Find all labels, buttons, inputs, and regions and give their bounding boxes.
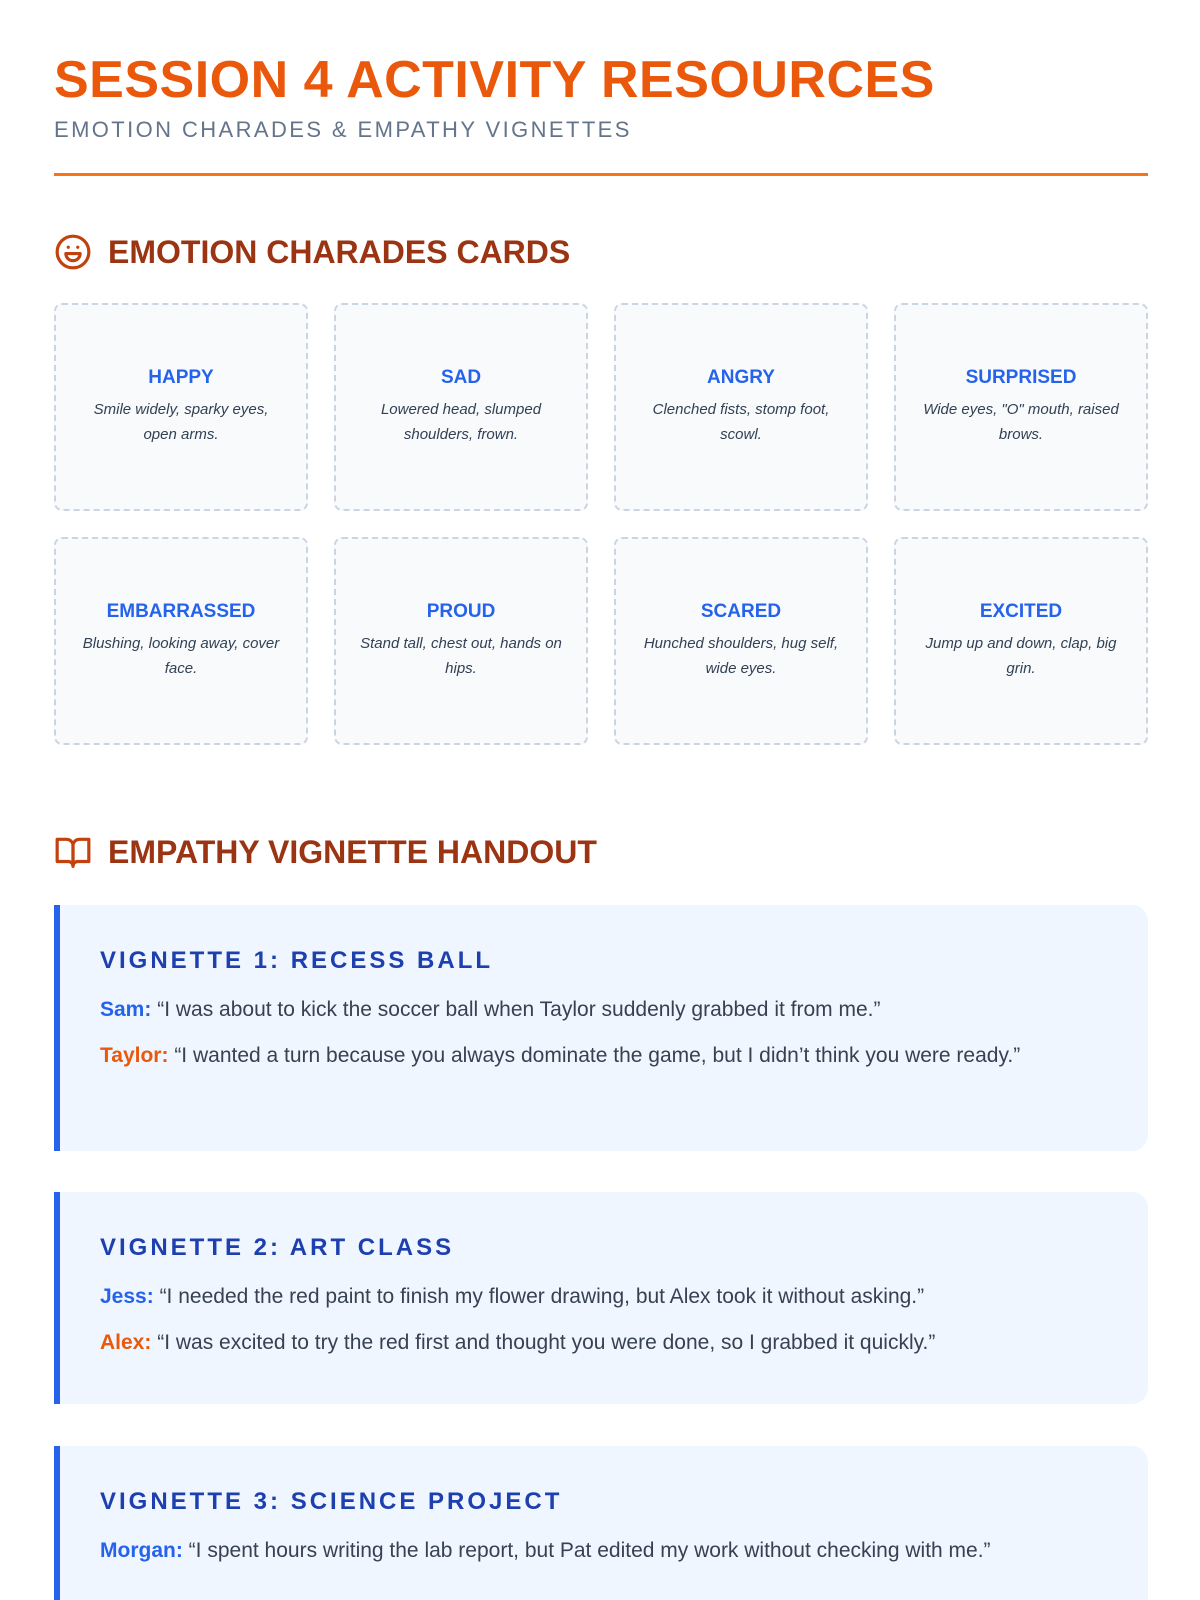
card-description: Clenched fists, stomp foot, scowl. (652, 401, 830, 443)
card-title: SURPRISED (965, 367, 1077, 388)
vignettes-section-heading (54, 832, 597, 872)
speaker-name: Morgan: (100, 1539, 183, 1562)
dialogue-text: “I was excited to try the red first and thought you were done, so I grabbed it quickly.” (157, 1331, 936, 1354)
charade-card-proud (334, 537, 588, 745)
dialogue-text: “I needed the red paint to finish my flower drawing, but Alex took it without asking.” (159, 1285, 925, 1308)
card-title: SAD (440, 367, 482, 388)
vignette-card (54, 905, 1148, 1151)
card-title: ANGRY (707, 367, 775, 388)
card-description: Stand tall, chest out, hands on hips. (360, 635, 562, 677)
charades-card-grid (54, 303, 1148, 751)
charade-card-sad (334, 303, 588, 511)
dialogue-line (100, 1534, 1108, 1568)
vignettes-section-title: EMPATHY VIGNETTE HANDOUT (108, 833, 597, 870)
card-title: EMBARRASSED (106, 601, 256, 622)
card-description: Smile widely, sparky eyes, open arms. (93, 401, 269, 443)
card-title: EXCITED (979, 601, 1063, 622)
dialogue-text: “I spent hours writing the lab report, but Pat edited my work without checking with me.” (188, 1539, 991, 1562)
card-title: SCARED (700, 601, 782, 622)
card-description: Hunched shoulders, hug self, wide eyes. (643, 635, 839, 677)
page-title: SESSION 4 ACTIVITY RESOURCES (54, 51, 935, 109)
dialogue-line (100, 1280, 1108, 1314)
charades-section-heading (54, 232, 570, 272)
card-title: PROUD (426, 601, 496, 622)
vignette-card (54, 1192, 1148, 1404)
charade-card-happy (54, 303, 308, 511)
card-title: HAPPY (148, 367, 214, 388)
charade-card-angry (614, 303, 868, 511)
speaker-name: Taylor: (100, 1044, 169, 1067)
charade-card-embarrassed (54, 537, 308, 745)
vignette-card (54, 1446, 1148, 1600)
dialogue-line (100, 993, 1108, 1027)
dialogue-text: “I was about to kick the soccer ball when Taylor suddenly grabbed it from me.” (157, 998, 881, 1021)
speaker-name: Jess: (100, 1285, 154, 1308)
speaker-name: Sam: (100, 998, 152, 1021)
page-subtitle: EMOTION CHARADES & EMPATHY VIGNETTES (54, 117, 632, 142)
card-description: Jump up and down, clap, big grin. (925, 635, 1117, 677)
open-book-icon (54, 833, 92, 871)
charade-card-scared (614, 537, 868, 745)
card-description: Lowered head, slumped shoulders, frown. (380, 401, 542, 443)
card-description: Wide eyes, "O" mouth, raised brows. (923, 401, 1119, 443)
dialogue-line (100, 1326, 1108, 1360)
smiley-face-icon (54, 233, 92, 271)
speaker-name: Alex: (100, 1331, 152, 1354)
vignette-title: VIGNETTE 1: RECESS BALL (100, 947, 494, 974)
card-description: Blushing, looking away, cover face. (82, 635, 280, 677)
header-divider (54, 173, 1148, 176)
charade-card-excited (894, 537, 1148, 745)
vignette-title: VIGNETTE 3: SCIENCE PROJECT (100, 1488, 563, 1515)
charade-card-surprised (894, 303, 1148, 511)
dialogue-text: “I wanted a turn because you always dominate the game, but I didn’t think you were ready.” (174, 1044, 1021, 1067)
charades-section-title: EMOTION CHARADES CARDS (108, 233, 571, 270)
dialogue-line (100, 1039, 1108, 1073)
vignette-title: VIGNETTE 2: ART CLASS (100, 1234, 455, 1261)
